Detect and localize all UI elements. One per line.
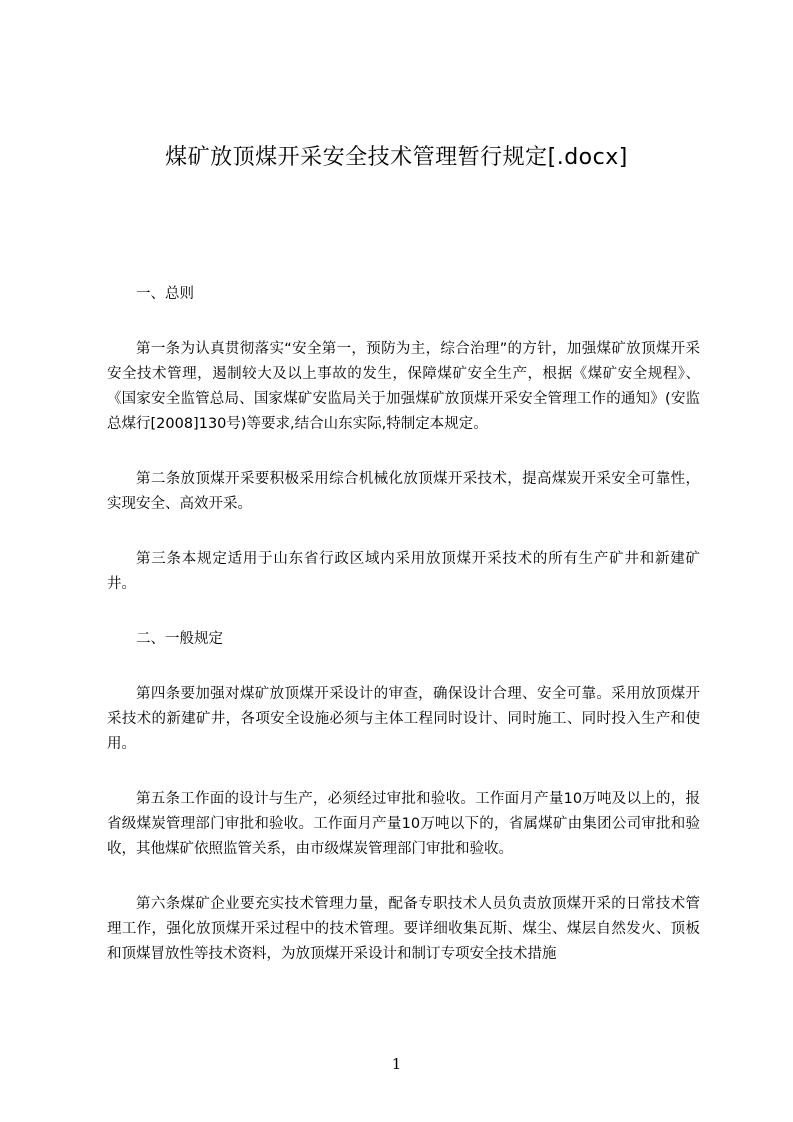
document-body — [107, 282, 700, 997]
section-heading: 二、一般规定 — [136, 631, 223, 647]
paragraph: 第四条要加强对煤矿放顶煤开采设计的审查，确保设计合理、安全可靠。采用放顶煤开采技术的新建矿井，各项安全设施必须与主体工程同时设计、同时施工、同时投入生产和使用。 — [107, 686, 700, 752]
page-number: 1 — [391, 1055, 402, 1073]
paragraph: 第二条放顶煤开采要积极采用综合机械化放顶煤开采技术，提高煤炭开采安全可靠性，实现安全、高效开采。 — [107, 471, 700, 512]
paragraph: 第一条为认真贯彻落实“安全第一，预防为主，综合治理”的方针，加强煤矿放顶煤开采安全技术管理，遏制较大及以上事故的发生，保障煤矿安全生产，根据《煤矿安全规程》、《国家安全监管总局、国家煤矿安监局关于加强煤矿放顶煤开采安全管理工作的通知》(安监总煤行[2008]130号)等要求,结合山东实际,特制定本规定。 — [107, 341, 700, 432]
section-heading: 一、总则 — [136, 286, 194, 302]
paragraph: 第六条煤矿企业要充实技术管理力量，配备专职技术人员负责放顶煤开采的日常技术管理工作，强化放顶煤开采过程中的技术管理。要详细收集瓦斯、煤尘、煤层自然发火、顶板和顶煤冒放性等技术资料，为放顶煤开采设计和制订专项安全技术措施 — [107, 896, 700, 962]
document-title: 煤矿放顶煤开采安全技术管理暂行规定[.docx] — [165, 145, 628, 170]
paragraph: 第五条工作面的设计与生产，必须经过审批和验收。工作面月产量10万吨及以上的，报省级煤炭管理部门审批和验收。工作面月产量10万吨以下的，省属煤矿由集团公司审批和验收，其他煤矿依照监管关系，由市级煤炭管理部门审批和验收。 — [107, 791, 700, 857]
paragraph: 第三条本规定适用于山东省行政区域内采用放顶煤开采技术的所有生产矿井和新建矿井。 — [107, 551, 700, 592]
